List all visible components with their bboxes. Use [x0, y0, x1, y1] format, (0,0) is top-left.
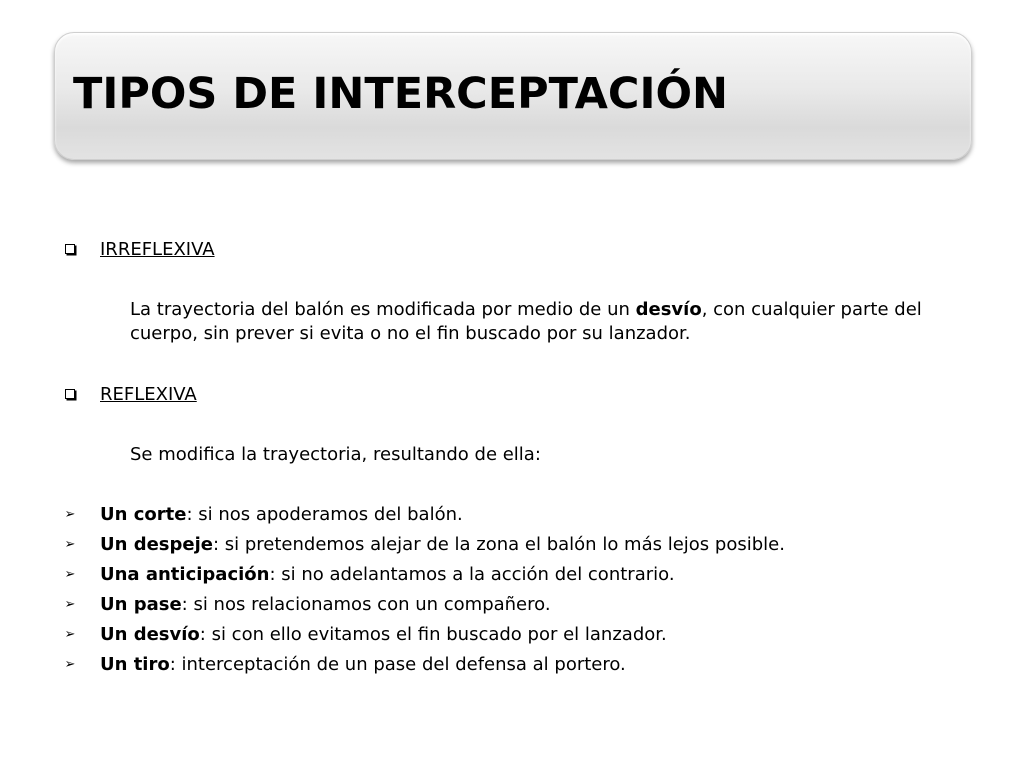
- list-item-term: Un corte: [100, 504, 187, 525]
- section-heading: IRREFLEXIVA: [100, 239, 215, 260]
- arrow-bullet-icon: ➢: [64, 657, 76, 672]
- list-item-desc: : si pretendemos alejar de la zona el balón lo más lejos posible.: [212, 534, 785, 555]
- arrow-bullet-icon: ➢: [64, 537, 76, 552]
- list-item-desc: : si no adelantamos a la acción del contrario.: [269, 564, 675, 585]
- arrow-bullet-icon: ➢: [64, 597, 76, 612]
- list-item-desc: : si nos apoderamos del balón.: [186, 504, 463, 525]
- arrow-bullet-icon: ➢: [64, 507, 76, 522]
- list-item-desc: : interceptación de un pase del defensa al portero.: [169, 654, 626, 675]
- square-bullet-icon: [62, 383, 78, 407]
- section-paragraph: Se modifica la trayectoria, resultando de ella:: [130, 444, 541, 465]
- list-item-term: Un desvío: [100, 624, 200, 645]
- list-item-desc: : si con ello evitamos el fin buscado por el lanzador.: [199, 624, 667, 645]
- section-paragraph: La trayectoria del balón es modificada por medio de un desvío, con cualquier parte del cuerpo, sin prever si evita o no el fin buscado por su lanzador.: [130, 299, 922, 344]
- list-item-desc: : si nos relacionamos con un compañero.: [181, 594, 551, 615]
- list-item-term: Un despeje: [100, 534, 213, 555]
- section-heading: REFLEXIVA: [100, 384, 197, 405]
- list-item-term: Una anticipación: [100, 564, 270, 585]
- arrow-bullet-icon: ➢: [64, 627, 76, 642]
- square-bullet-icon: [62, 238, 78, 262]
- slide-title: TIPOS DE INTERCEPTACIÓN: [73, 69, 728, 119]
- arrow-bullet-icon: ➢: [64, 567, 76, 582]
- list-item-term: Un tiro: [100, 654, 170, 675]
- list-item-term: Un pase: [100, 594, 182, 615]
